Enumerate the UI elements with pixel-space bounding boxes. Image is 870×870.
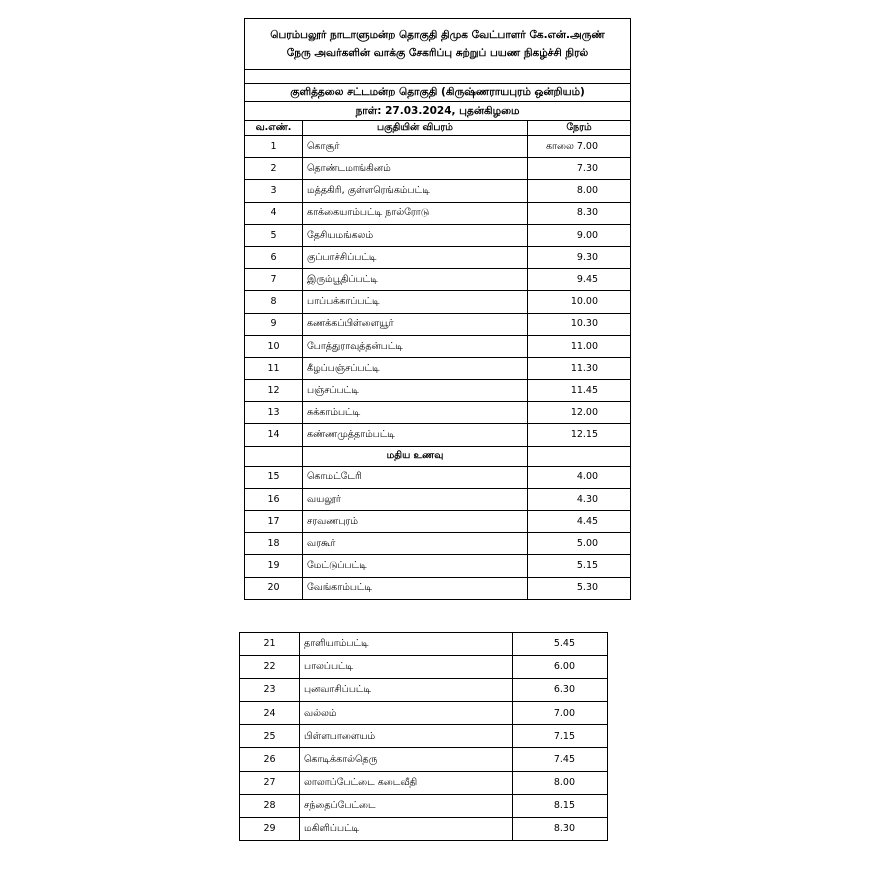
row-number: 25 — [240, 725, 300, 748]
table-row — [240, 771, 608, 794]
row-place: கொசூர் — [303, 136, 528, 158]
row-number: 6 — [245, 246, 303, 268]
column-header-row — [245, 121, 631, 136]
row-place: இரும்பூதிப்பட்டி — [303, 269, 528, 291]
row-number: 20 — [245, 577, 303, 599]
row-time: 7.00 — [513, 702, 608, 725]
row-number: 7 — [245, 269, 303, 291]
row-place: தொண்டமாங்கினம் — [303, 158, 528, 180]
table-row — [245, 511, 631, 533]
table-row — [245, 357, 631, 379]
row-number: 3 — [245, 180, 303, 202]
row-place: வரகூர் — [303, 533, 528, 555]
row-number: 18 — [245, 533, 303, 555]
spacer-row — [245, 70, 631, 84]
row-place: கணக்கப்பிள்ளையூர் — [303, 313, 528, 335]
table-row — [245, 202, 631, 224]
row-place: பாப்பக்காப்பட்டி — [303, 291, 528, 313]
row-time: 12.00 — [528, 402, 631, 424]
table-row — [245, 158, 631, 180]
row-number: 21 — [240, 633, 300, 656]
row-time: 10.00 — [528, 291, 631, 313]
column-header-sno: வ.எண். — [245, 121, 303, 136]
row-time: 4.00 — [528, 466, 631, 488]
row-place: வேங்காம்பட்டி — [303, 577, 528, 599]
row-number: 22 — [240, 656, 300, 679]
row-place: பாலப்பட்டி — [300, 656, 513, 679]
row-place: வயலூர் — [303, 488, 528, 510]
row-time: 5.00 — [528, 533, 631, 555]
row-time: 8.15 — [513, 794, 608, 817]
table-row — [245, 180, 631, 202]
row-place: மகிளிப்பட்டி — [300, 817, 513, 840]
row-place: சரவணபுரம் — [303, 511, 528, 533]
title-row — [245, 19, 631, 70]
row-number: 23 — [240, 679, 300, 702]
row-number: 28 — [240, 794, 300, 817]
row-number: 5 — [245, 224, 303, 246]
table-row — [240, 794, 608, 817]
row-time: 9.30 — [528, 246, 631, 268]
column-header-time: நேரம் — [528, 121, 631, 136]
row-place: சந்தைப்பேட்டை — [300, 794, 513, 817]
row-time: 11.30 — [528, 357, 631, 379]
row-time: காலை 7.00 — [528, 136, 631, 158]
date-heading: நாள்: 27.03.2024, புதன்கிழமை — [245, 102, 631, 121]
title-line-1: பெரம்பலூர் நாடாளுமன்ற தொகுதி திமுக வேட்பாளர் கே.என்.அருண் — [270, 29, 605, 41]
row-time: 9.00 — [528, 224, 631, 246]
row-number: 9 — [245, 313, 303, 335]
row-place: பிள்ளபாளையம் — [300, 725, 513, 748]
row-place: மத்தகிரி, குள்ளரெங்கம்பட்டி — [303, 180, 528, 202]
table-row — [245, 533, 631, 555]
row-place: புனவாசிப்பட்டி — [300, 679, 513, 702]
row-time: 10.30 — [528, 313, 631, 335]
constituency-row — [245, 84, 631, 102]
row-number: 15 — [245, 466, 303, 488]
table-row — [245, 136, 631, 158]
table-row — [240, 725, 608, 748]
row-number: 27 — [240, 771, 300, 794]
row-place: காக்கையாம்பட்டி நால்ரோடு — [303, 202, 528, 224]
table-row — [240, 679, 608, 702]
row-time: 6.30 — [513, 679, 608, 702]
row-number: 14 — [245, 424, 303, 446]
table-row — [245, 291, 631, 313]
schedule-table-page-1 — [244, 18, 631, 600]
row-time: 8.00 — [528, 180, 631, 202]
table-row — [240, 817, 608, 840]
lunch-break-row — [245, 446, 631, 466]
row-place: கண்ணமுத்தாம்பட்டி — [303, 424, 528, 446]
lunch-break-label: மதிய உணவு — [303, 446, 528, 466]
row-number: 19 — [245, 555, 303, 577]
row-place: குப்பாச்சிப்பட்டி — [303, 246, 528, 268]
row-number: 11 — [245, 357, 303, 379]
row-time: 5.30 — [528, 577, 631, 599]
document-title — [245, 19, 631, 70]
row-time: 12.15 — [528, 424, 631, 446]
table-row — [245, 269, 631, 291]
table-row — [245, 313, 631, 335]
row-number: 17 — [245, 511, 303, 533]
row-time: 8.30 — [513, 817, 608, 840]
row-time: 8.00 — [513, 771, 608, 794]
row-place: கொமட்டேரி — [303, 466, 528, 488]
row-time: 5.15 — [528, 555, 631, 577]
row-number: 1 — [245, 136, 303, 158]
schedule-table-page-2 — [239, 632, 608, 841]
table-row — [240, 748, 608, 771]
table-row — [245, 335, 631, 357]
table-row — [245, 466, 631, 488]
row-number: 13 — [245, 402, 303, 424]
row-number: 8 — [245, 291, 303, 313]
row-place: வல்லம் — [300, 702, 513, 725]
column-header-place: பகுதியின் விபரம் — [303, 121, 528, 136]
row-place: லாலாப்பேட்டை கடைவீதி — [300, 771, 513, 794]
row-time: 9.45 — [528, 269, 631, 291]
row-place: தாளியாம்பட்டி — [300, 633, 513, 656]
title-line-2: நேரு அவர்களின் வாக்கு சேகரிப்பு சுற்றுப் பயண நிகழ்ச்சி நிரல் — [286, 47, 589, 59]
table-row — [245, 555, 631, 577]
table-row — [245, 380, 631, 402]
row-number: 26 — [240, 748, 300, 771]
constituency-heading: குளித்தலை சட்டமன்ற தொகுதி (கிருஷ்ணராயபுரம் ஒன்றியம்) — [245, 84, 631, 102]
table-row — [245, 488, 631, 510]
row-time: 7.15 — [513, 725, 608, 748]
row-place: கொடிக்கால்தெரு — [300, 748, 513, 771]
row-number: 16 — [245, 488, 303, 510]
row-time: 5.45 — [513, 633, 608, 656]
row-number: 4 — [245, 202, 303, 224]
row-time: 11.45 — [528, 380, 631, 402]
table-row — [245, 224, 631, 246]
table-row — [245, 246, 631, 268]
row-place: போத்துராவுத்தன்பட்டி — [303, 335, 528, 357]
table-row — [240, 656, 608, 679]
row-time: 7.45 — [513, 748, 608, 771]
row-time: 4.30 — [528, 488, 631, 510]
row-time: 4.45 — [528, 511, 631, 533]
row-number: 29 — [240, 817, 300, 840]
date-row — [245, 102, 631, 121]
row-place: சுக்காம்பட்டி — [303, 402, 528, 424]
row-time: 8.30 — [528, 202, 631, 224]
row-time: 11.00 — [528, 335, 631, 357]
table-row — [240, 702, 608, 725]
row-time: 7.30 — [528, 158, 631, 180]
table-row — [245, 577, 631, 599]
row-number: 2 — [245, 158, 303, 180]
row-number: 24 — [240, 702, 300, 725]
table-row — [245, 424, 631, 446]
row-time: 6.00 — [513, 656, 608, 679]
table-row — [240, 633, 608, 656]
row-place: தேசியமங்கலம் — [303, 224, 528, 246]
row-place: கீழப்பஞ்சப்பட்டி — [303, 357, 528, 379]
row-number: 12 — [245, 380, 303, 402]
row-place: பஞ்சப்பட்டி — [303, 380, 528, 402]
table-row — [245, 402, 631, 424]
row-place: மேட்டுப்பட்டி — [303, 555, 528, 577]
row-number: 10 — [245, 335, 303, 357]
